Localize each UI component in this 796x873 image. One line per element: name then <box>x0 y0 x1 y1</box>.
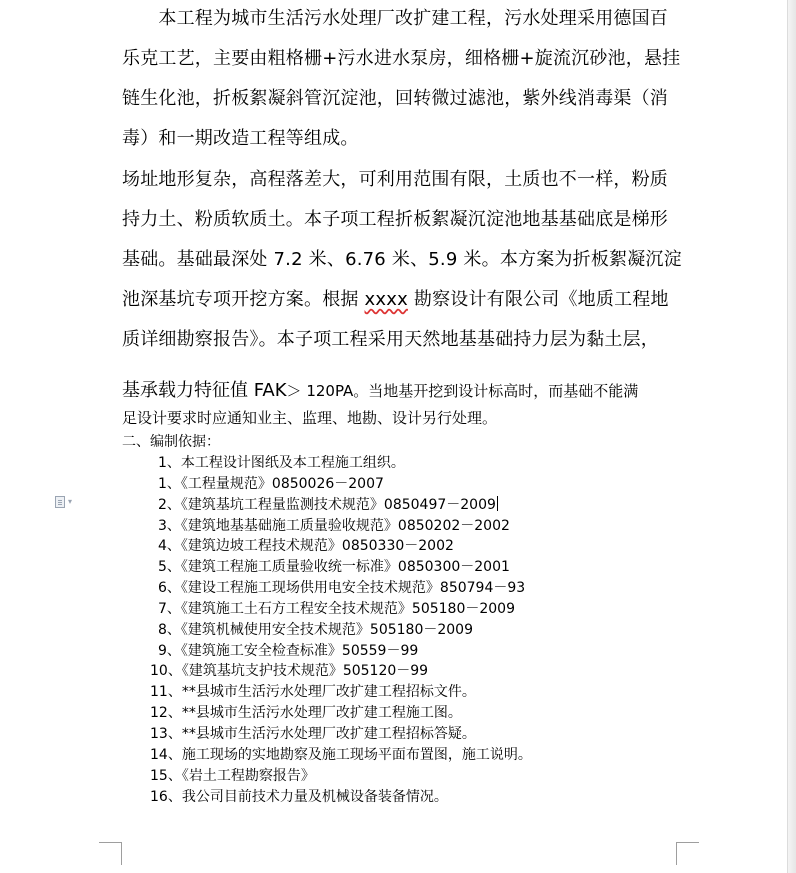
list-item: 10、《建筑基坑支护技术规范》505120－99 <box>150 663 429 680</box>
list-item: 1、《工程量规范》0850026－2007 <box>158 475 384 492</box>
text-line <box>122 379 682 402</box>
text-line: 质详细勘察报告》。本子项工程采用天然地基基础持力层为黏土层， <box>122 329 659 350</box>
crop-mark-bottom-left <box>99 842 122 865</box>
list-item: 4、《建筑边坡工程技术规范》0850330－2002 <box>158 538 454 555</box>
list-item <box>158 495 678 516</box>
text-segment: 勘察设计有限公司《地质工程地 <box>407 289 669 310</box>
list-item: 9、《建筑施工安全检查标准》50559－99 <box>158 642 419 659</box>
list-item: 13、**县城市生活污水处理厂改扩建工程招标答疑。 <box>150 725 476 742</box>
section-heading: 二、编制依据： <box>122 434 220 450</box>
chevron-down-icon: ▾ <box>68 497 73 506</box>
basis-list <box>150 453 678 807</box>
text-line: 足设计要求时应通知业主、监理、地勘、设计另行处理。 <box>122 409 498 427</box>
crop-mark-bottom-right <box>676 842 699 865</box>
text-line <box>122 280 678 320</box>
text-line: 链生化池，折板絮凝斜管沉淀池，回转微过滤池，紫外线消毒渠（消 <box>122 88 668 109</box>
list-item-text: 2、《建筑基坑工程量监测技术规范》0850497－2009 <box>158 496 496 513</box>
list-item: 15、《岩土工程勘察报告》 <box>150 767 315 784</box>
list-item: 6、《建设工程施工现场供用电安全技术规范》850794－93 <box>158 580 526 597</box>
page-edge <box>787 0 796 873</box>
list-item: 8、《建筑机械使用安全技术规范》505180－2009 <box>158 621 473 638</box>
paragraph-bearing-capacity <box>122 379 682 429</box>
list-item: 1、本工程设计图纸及本工程施工组织。 <box>158 455 405 471</box>
paragraph-project-overview <box>122 0 681 159</box>
list-item: 7、《建筑施工土石方工程安全技术规范》505180－2009 <box>158 600 515 617</box>
text-segment: ＞ 120PA。当地基开挖到设计标高时，而基础不能满 <box>286 382 639 400</box>
text-cursor <box>497 496 498 511</box>
list-item: 5、《建筑工程施工质量验收统一标准》0850300－2001 <box>158 559 510 576</box>
list-item: 12、**县城市生活污水处理厂改扩建工程施工图。 <box>150 705 462 722</box>
document-icon <box>55 496 65 508</box>
list-item: 11、**县城市生活污水处理厂改扩建工程招标文件。 <box>150 684 476 701</box>
paragraph-site-conditions <box>122 160 682 360</box>
spellcheck-word[interactable]: xxxx <box>364 289 408 310</box>
text-line: 持力土、粉质软质土。本子项工程折板絮凝沉淀池地基基础底是梯形 <box>122 209 668 230</box>
list-item: 14、施工现场的实地勘察及施工现场平面布置图，施工说明。 <box>150 746 532 763</box>
paragraph-options-button[interactable] <box>55 494 85 510</box>
text-line: 毒）和一期改造工程等组成。 <box>122 128 359 149</box>
list-item: 16、我公司目前技术力量及机械设备装备情况。 <box>150 788 448 805</box>
text-line: 基础。基础最深处 7.2 米、6.76 米、5.9 米。本方案为折板絮凝沉淀 <box>122 249 682 270</box>
list-item: 3、《建筑地基基础施工质量验收规范》0850202－2002 <box>158 517 510 534</box>
text-segment: 基承载力特征值 FAK <box>122 380 287 401</box>
text-segment: 池深基坑专项开挖方案。根据 <box>122 289 365 310</box>
text-line: 乐克工艺，主要由粗格栅+污水进水泵房，细格栅+旋流沉砂池，悬挂 <box>122 48 681 69</box>
text-line: 本工程为城市生活污水处理厂改扩建工程，污水处理采用德国百 <box>122 8 668 29</box>
text-line: 场址地形复杂，高程落差大，可利用范围有限，土质也不一样，粉质 <box>122 169 668 190</box>
